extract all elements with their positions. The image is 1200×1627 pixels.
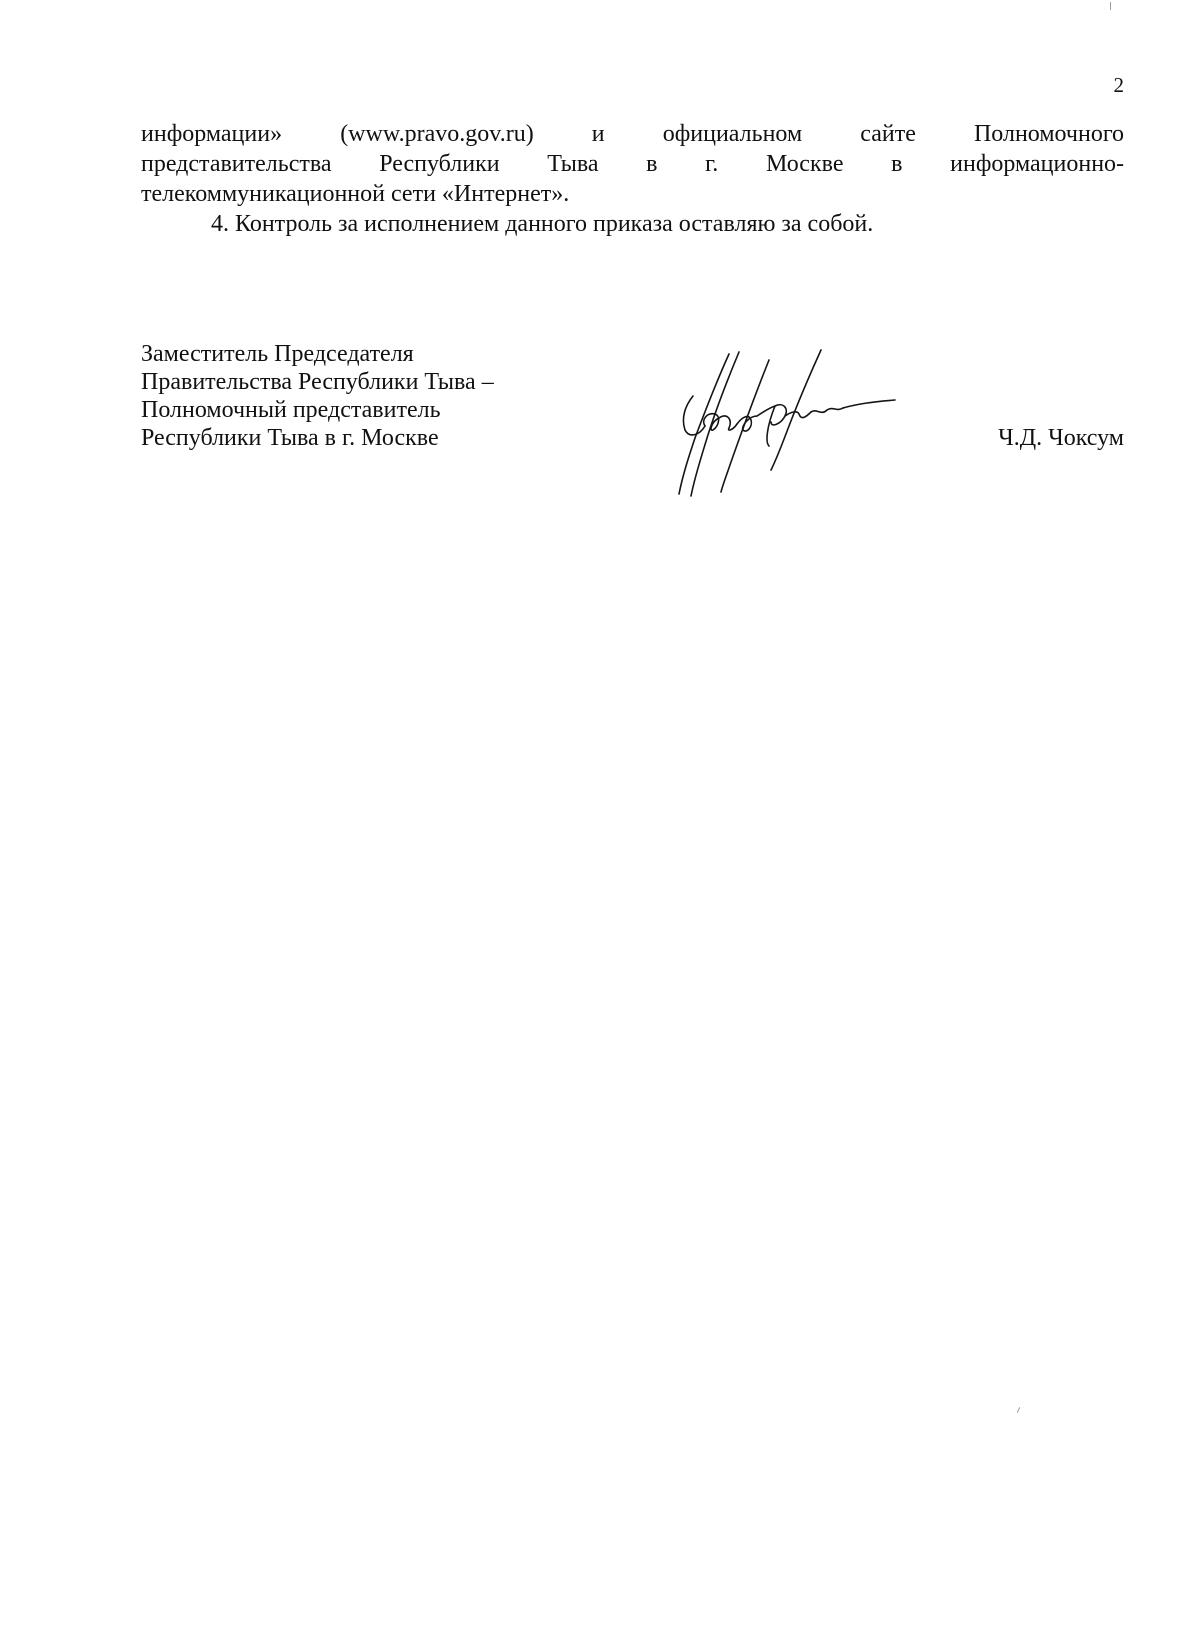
signatory-title-line: Заместитель Председателя <box>141 341 414 367</box>
paragraph-continuation <box>141 119 1124 209</box>
paragraph-line-1: информации» (www.pravo.gov.ru) и официальном сайте Полномочного <box>141 121 1125 147</box>
signatory-name: Ч.Д. Чоксум <box>998 425 1124 451</box>
scan-artifact-mark <box>1017 1407 1020 1413</box>
paragraph-line-3: телекоммуникационной сети «Интернет». <box>141 181 570 207</box>
page-number: 2 <box>1113 73 1124 97</box>
signature-block <box>141 340 1124 510</box>
paragraph-line-2: представительства Республики Тыва в г. Москве в информационно- <box>141 151 1125 177</box>
signatory-title-line: Правительства Республики Тыва – <box>141 369 494 395</box>
signatory-title-line: Республики Тыва в г. Москве <box>141 425 439 451</box>
paragraph-item-4: 4. Контроль за исполнением данного приказа оставляю за собой. <box>211 211 874 237</box>
scan-artifact-mark <box>1110 2 1111 10</box>
signatory-title <box>141 340 494 452</box>
signatory-title-line: Полномочный представитель <box>141 397 441 423</box>
body-text <box>141 119 1124 239</box>
handwritten-signature <box>671 346 901 506</box>
